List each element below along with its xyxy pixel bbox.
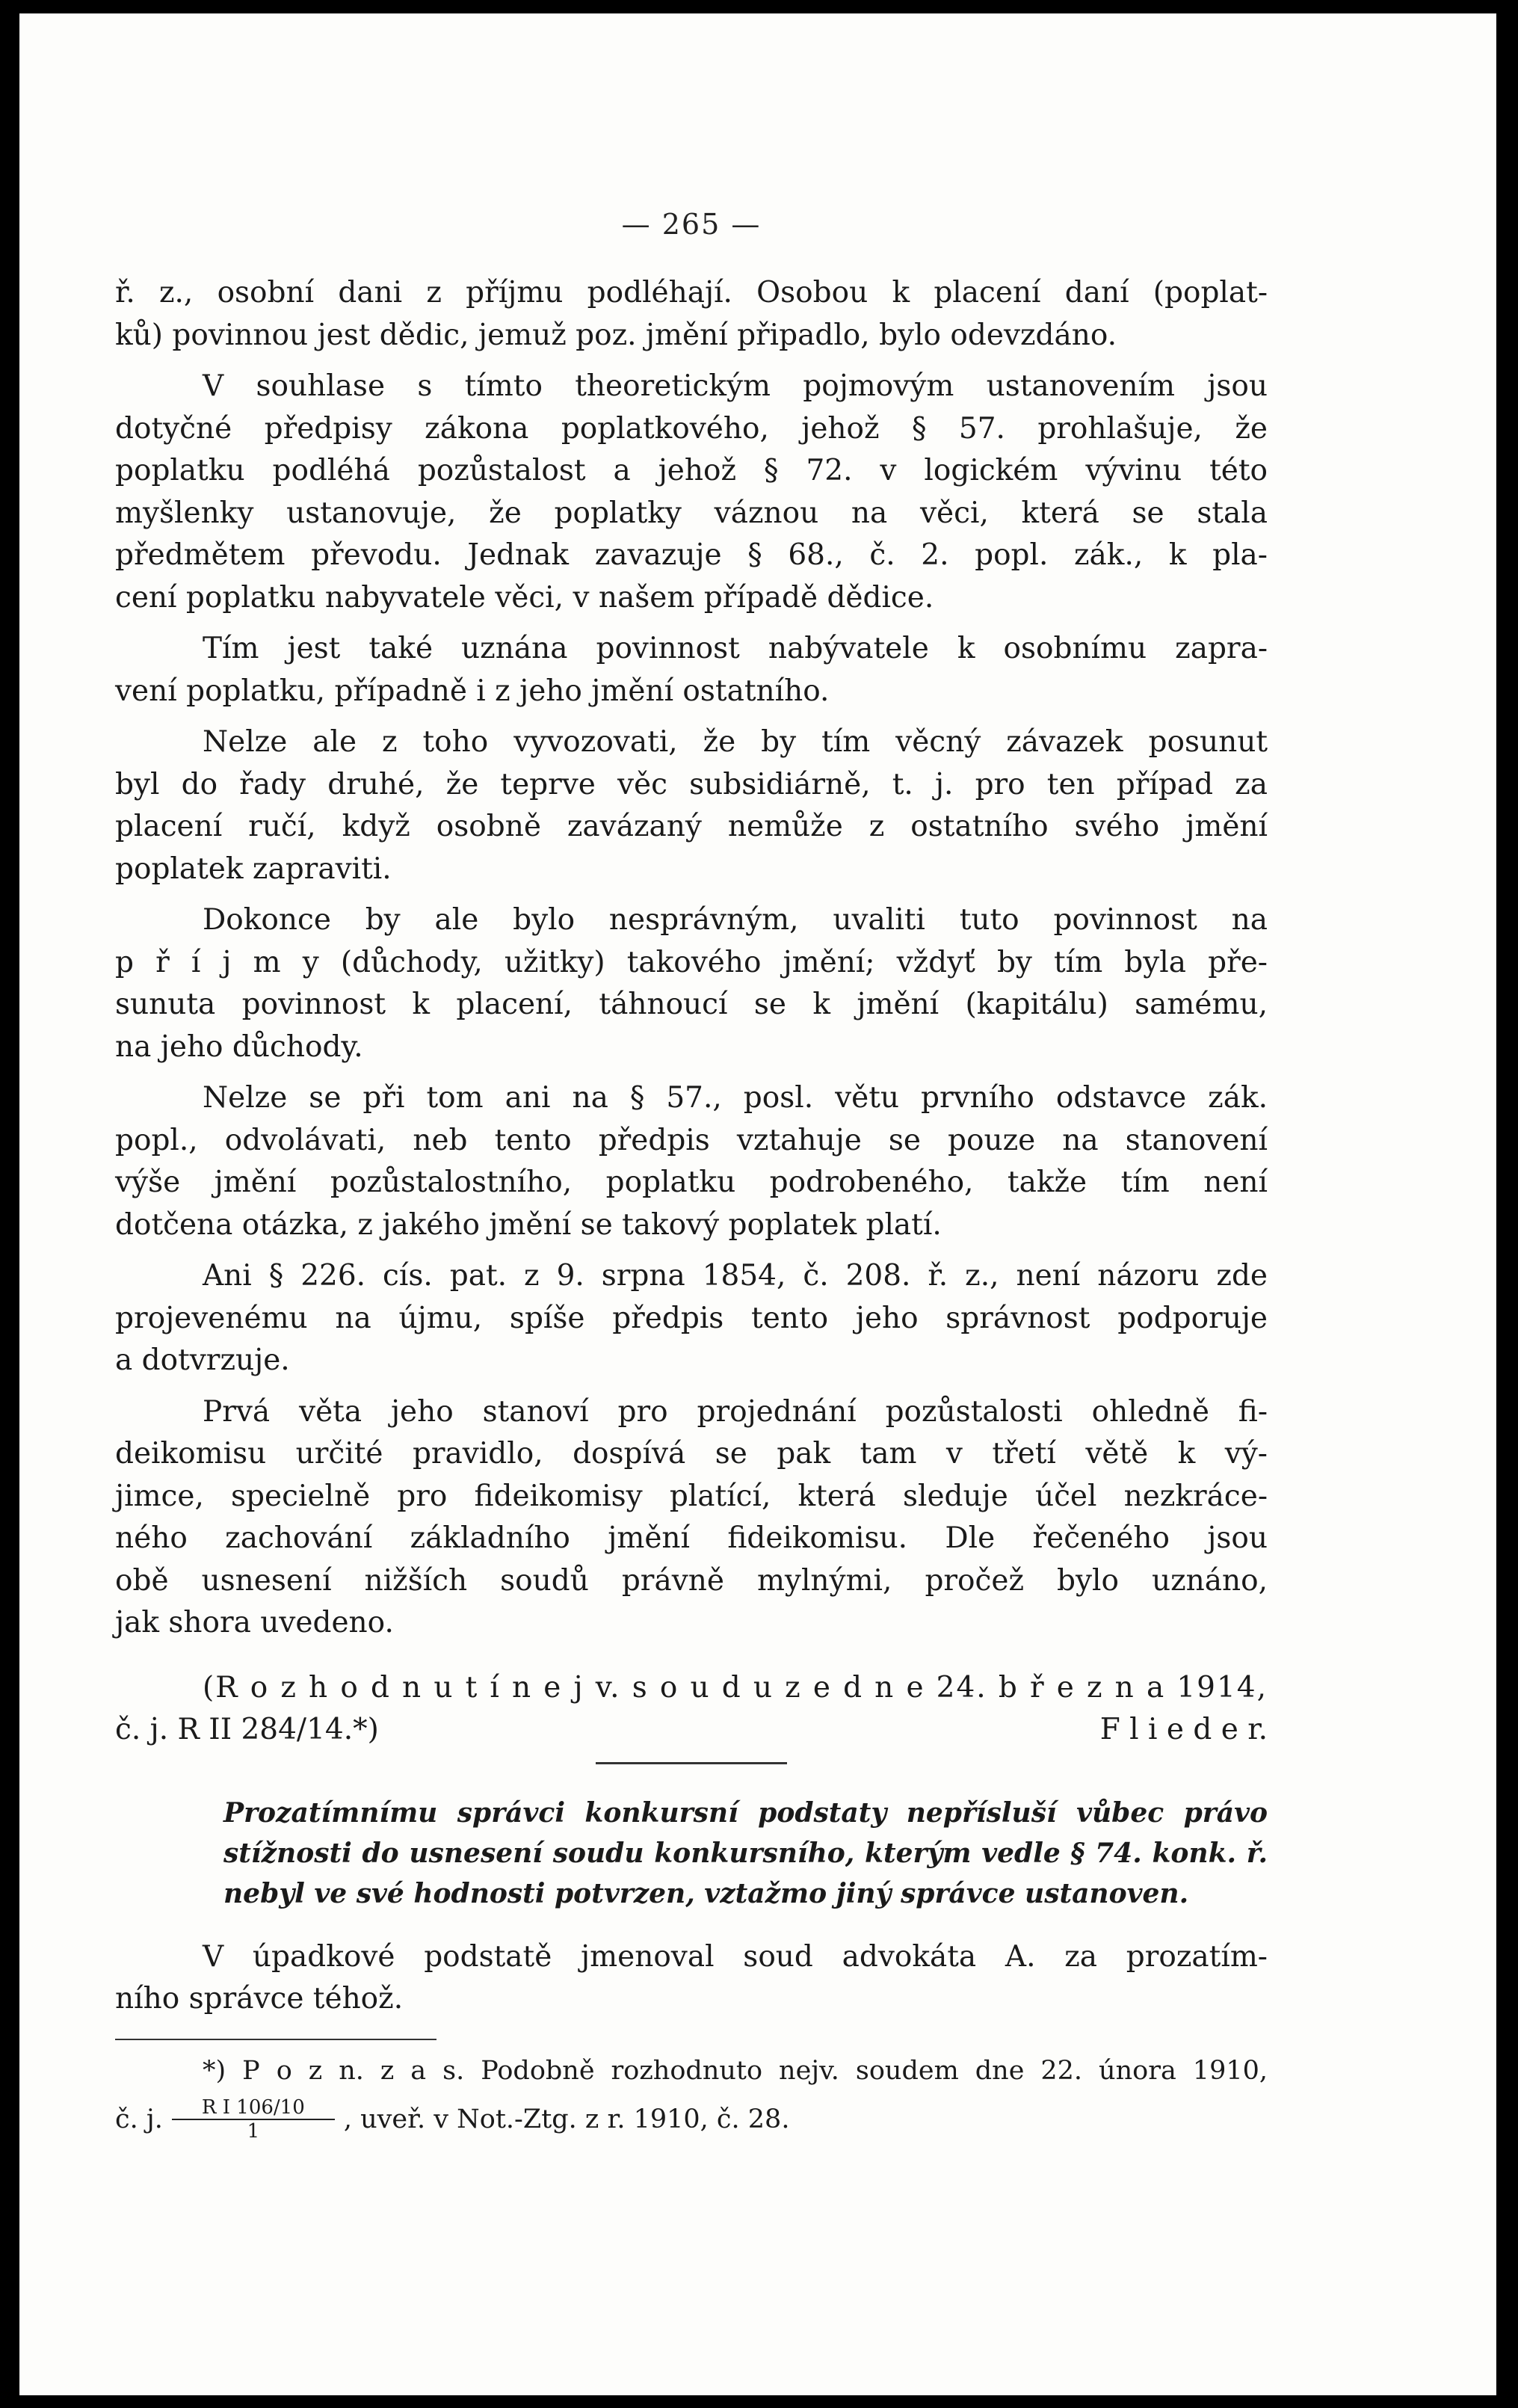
text-line: Dokonce by ale bylo nesprávným, uvaliti tuto povinnost na [203,903,1268,937]
decision-citation [115,1667,1268,1752]
reference-prefix: č. j. [115,2104,163,2134]
text-line: jak shora uvedeno. [115,1606,394,1639]
text-line: ků) povinnou jest dědic, jemuž poz. jmění připadlo, bylo odevzdáno. [115,318,1117,352]
text-line: projevenému na újmu, spíše předpis tento jeho správnost podporuje [115,1301,1268,1335]
text-block [115,208,1268,2149]
paragraph [115,1255,1268,1382]
text-line: dotčena otázka, z jakého jmění se takový poplatek platí. [115,1207,942,1242]
text-line: V souhlase s tímto theoretickým pojmovým ustanovením jsou [203,369,1268,403]
text-line: a dotvrzuje. [115,1343,290,1377]
citation-line: (R o z h o d n u t í n e j v. s o u d u z e d n e 24. b ř e z n a 1914, [203,1670,1268,1705]
text-line: Ani § 226. cís. pat. z 9. srpna 1854, č. 208. ř. z., není názoru zde [203,1259,1268,1293]
text-line: Tím jest také uznána povinnost nabývatele k osobnímu zapra- [203,632,1268,665]
text-line: vení poplatku, případně i z jeho jmění ostatního. [115,674,830,708]
headnote-line: nebyl ve své hodnosti potvrzen, vztažmo jiný správce ustanoven. [223,1877,1189,1909]
text-line: placení ručí, když osobně zavázaný nemůže z ostatního svého jmění [115,810,1268,843]
headnote-line: stížnosti do usnesení soudu konkursního, kterým vedle § 74. konk. ř. [223,1837,1268,1869]
text-line: Prvá věta jeho stanoví pro projednání pozůstalosti ohledně fi- [203,1394,1268,1429]
paragraph [115,899,1268,1068]
text-line: myšlenky ustanovuje, že poplatky váznou na věci, která se stala [115,496,1268,530]
footnote [115,2052,1268,2149]
section-divider [596,1762,787,1764]
text-line: poplatek zapraviti. [115,852,392,886]
paragraph [115,721,1268,890]
citation-reference: č. j. R II 284/14.*) [115,1713,379,1746]
footnote-reference [115,2090,1268,2149]
fraction-denominator: 1 [247,2119,260,2143]
text-line: obě usnesení nižších soudů právně mylnými, pročež bylo uznáno, [115,1563,1268,1598]
text-line: sunuta povinnost k placení, táhnoucí se k jmění (kapitálu) samému, [115,988,1268,1021]
citation-signature-line [115,1709,1268,1752]
text-line: p ř í j m y (důchody, užitky) takového jmění; vždyť by tím byla pře- [115,945,1268,979]
legal-headnote [115,1793,1268,1914]
text-line: výše jmění pozůstalostního, poplatku podrobeného, takže tím není [115,1165,1268,1199]
text-line: předmětem převodu. Jednak zavazuje § 68., č. 2. popl. zák., k pla- [115,538,1268,572]
text-line: Nelze se při tom ani na § 57., posl. větu prvního odstavce zák. [203,1081,1268,1115]
text-line: popl., odvolávati, neb tento předpis vztahuje se pouze na stanovení [115,1123,1268,1157]
text-line: jimce, specielně pro fideikomisy platící, která sleduje účel nezkráce- [115,1479,1268,1513]
paragraph [115,272,1268,357]
text-line: dotyčné předpisy zákona poplatkového, jehož § 57. prohlašuje, že [115,411,1268,446]
paragraph [115,1936,1268,2021]
text-line: na jeho důchody. [115,1029,363,1064]
text-line: byl do řady druhé, že teprve věc subsidiárně, t. j. pro ten případ za [115,767,1268,801]
text-line: V úpadkové podstatě jmenoval soud advokáta A. za prozatím- [203,1939,1268,1974]
text-line: deikomisu určité pravidlo, dospívá se pak tam v třetí větě k vý- [115,1437,1268,1471]
footnote-divider [115,2039,436,2040]
text-line: poplatku podléhá pozůstalost a jehož § 72. v logickém vývinu této [115,454,1268,487]
text-line: ného zachování základního jmění fideikomisu. Dle řečeného jsou [115,1521,1268,1555]
text-line: ř. z., osobní dani z příjmu podléhají. Osobou k placení daní (poplat- [115,276,1268,310]
headnote-line: Prozatímnímu správci konkursní podstaty nepřísluší vůbec právo [223,1796,1268,1829]
text-line: Nelze ale z toho vyvozovati, že by tím věcný závazek posunut [203,725,1268,759]
document-page [19,13,1496,2395]
paragraph [115,1077,1268,1246]
footnote-line: *) P o z n. z a s. Podobně rozhodnuto nejv. soudem dne 22. února 1910, [203,2055,1268,2086]
reference-suffix: , uveř. v Not.-Ztg. z r. 1910, č. 28. [343,2104,790,2134]
paragraph [115,1391,1268,1645]
paragraph [115,366,1268,619]
page-number: — 265 — [621,208,762,241]
case-number-fraction [172,2096,335,2143]
text-line: ního správce téhož. [115,1982,404,2016]
fraction-numerator: R I 106/10 [172,2096,335,2120]
paragraph [115,628,1268,712]
judge-signature: F l i e d e r. [1099,1713,1268,1746]
text-line: cení poplatku nabyvatele věci, v našem případě dědice. [115,580,934,615]
